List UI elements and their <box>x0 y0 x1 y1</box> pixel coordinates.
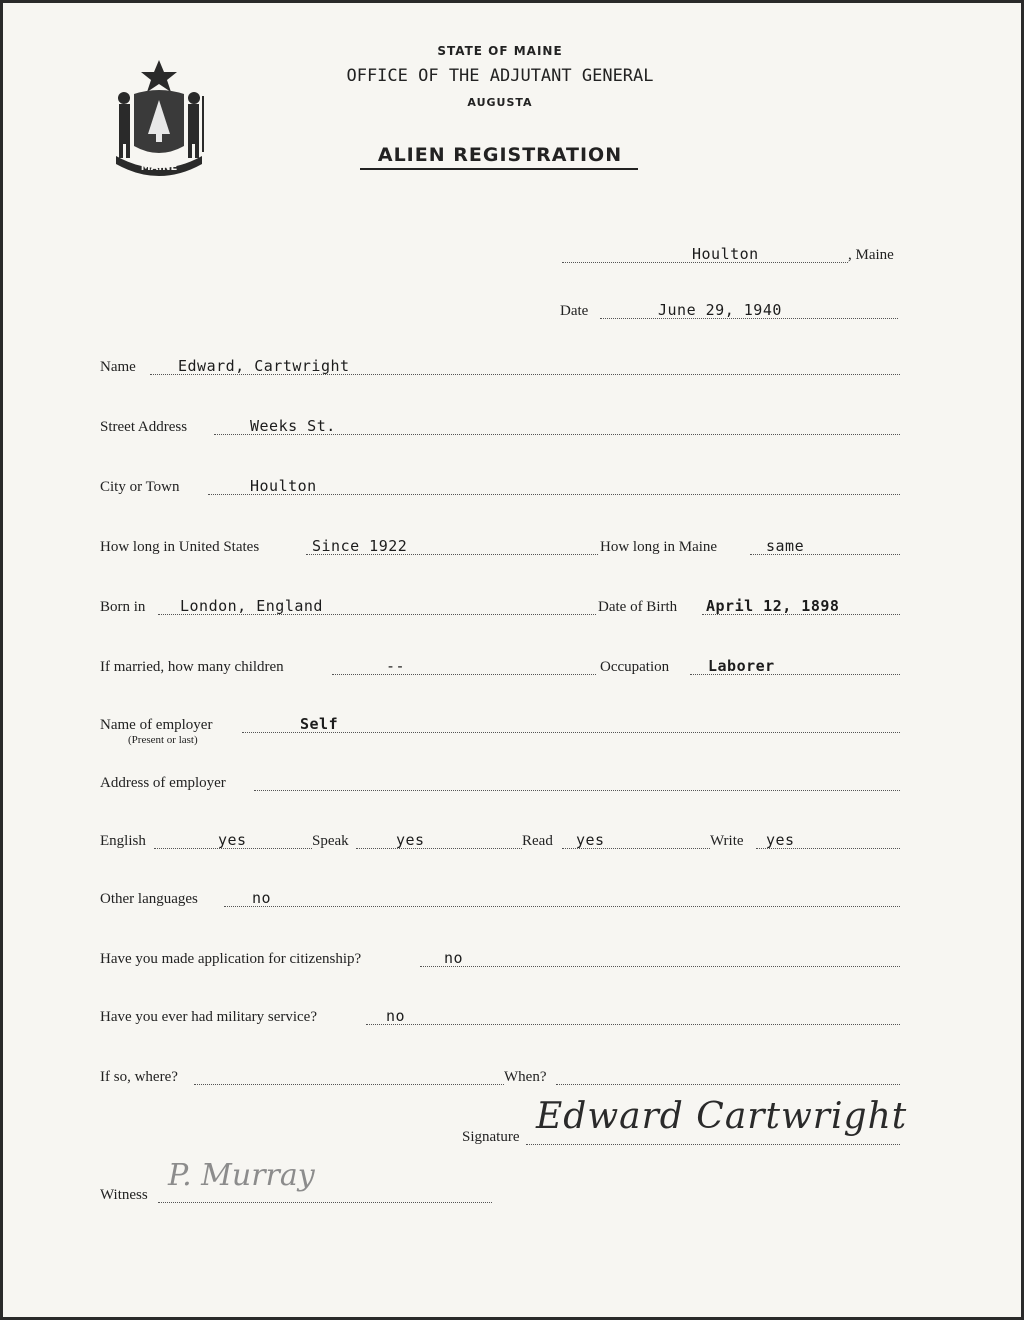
state-heading: STATE OF MAINE <box>437 44 563 58</box>
date-label: Date <box>560 303 589 319</box>
citizenship-row <box>100 946 900 970</box>
state-seal-icon <box>104 56 214 178</box>
how-long-maine-value: same <box>766 537 805 555</box>
language-row <box>100 828 900 852</box>
other-languages-row <box>100 886 900 910</box>
english-value: yes <box>218 831 247 849</box>
witness-label: Witness <box>100 1187 148 1203</box>
speak-value: yes <box>396 831 425 849</box>
name-value: Edward, Cartwright <box>178 357 350 375</box>
title-underline <box>360 168 638 170</box>
place-suffix: , Maine <box>848 247 894 263</box>
children-occupation-row <box>100 654 900 678</box>
date-of-birth-label: Date of Birth <box>598 599 678 615</box>
service-details-row <box>100 1064 900 1088</box>
form-title: ALIEN REGISTRATION <box>377 144 623 166</box>
employer-address-row <box>100 770 900 794</box>
city-label: City or Town <box>100 479 180 495</box>
born-in-label: Born in <box>100 599 146 615</box>
children-value: -- <box>386 657 406 675</box>
applicant-signature: Edward Cartwright <box>536 1096 908 1137</box>
military-label: Have you ever had military service? <box>100 1009 317 1025</box>
place-row <box>100 242 900 266</box>
speak-label: Speak <box>312 833 349 849</box>
how-long-us-label: How long in United States <box>100 539 260 555</box>
birth-row <box>100 594 900 618</box>
occupation-label: Occupation <box>600 659 670 675</box>
street-address-label: Street Address <box>100 419 188 435</box>
other-languages-label: Other languages <box>100 891 198 907</box>
residence-row <box>100 534 900 558</box>
military-value: no <box>386 1007 406 1025</box>
born-in-value: London, England <box>180 597 323 615</box>
citizenship-label: Have you made application for citizenship? <box>100 951 362 967</box>
occupation-value: Laborer <box>708 657 775 675</box>
office-heading: OFFICE OF THE ADJUTANT GENERAL <box>346 66 654 86</box>
if-so-where-label: If so, where? <box>100 1069 178 1085</box>
name-row <box>100 354 900 378</box>
citizenship-value: no <box>444 949 464 967</box>
employer-sublabel: (Present or last) <box>128 734 198 746</box>
when-label: When? <box>504 1069 547 1085</box>
employer-address-label: Address of employer <box>100 775 226 791</box>
military-row <box>100 1004 900 1028</box>
place-value: Houlton <box>692 245 759 263</box>
employer-value: Self <box>300 715 339 733</box>
english-label: English <box>100 833 146 849</box>
date-row <box>100 298 900 322</box>
how-long-us-value: Since 1922 <box>312 537 408 555</box>
svg-text:MAINE: MAINE <box>140 162 178 173</box>
street-address-value: Weeks St. <box>250 417 336 435</box>
write-value: yes <box>766 831 795 849</box>
name-label: Name <box>100 359 136 375</box>
date-value: June 29, 1940 <box>658 301 782 319</box>
signature-label: Signature <box>462 1129 520 1145</box>
how-long-maine-label: How long in Maine <box>600 539 718 555</box>
read-label: Read <box>522 833 553 849</box>
write-label: Write <box>710 833 744 849</box>
children-label: If married, how many children <box>100 659 284 675</box>
city-value: Houlton <box>250 477 317 495</box>
street-address-row <box>100 414 900 438</box>
read-value: yes <box>576 831 605 849</box>
other-languages-value: no <box>252 889 272 907</box>
city-heading: AUGUSTA <box>467 96 533 109</box>
employer-label: Name of employer <box>100 717 213 733</box>
witness-signature: P. Murray <box>168 1158 315 1193</box>
city-row <box>100 474 900 498</box>
employer-row <box>100 712 900 746</box>
date-of-birth-value: April 12, 1898 <box>706 597 840 615</box>
